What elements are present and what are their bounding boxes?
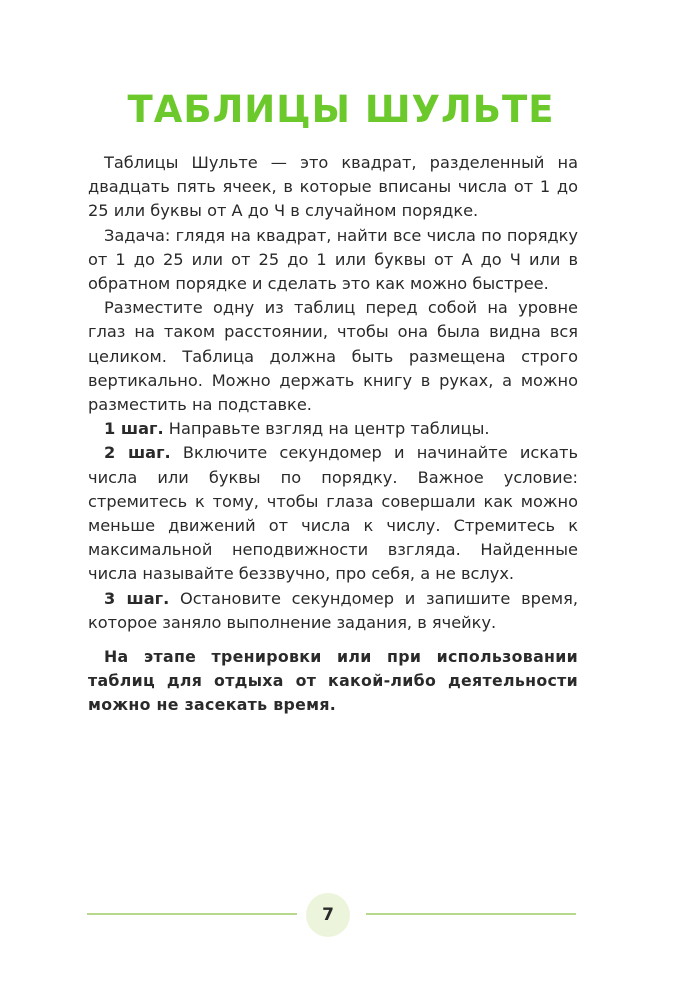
page-number-badge: 7 (306, 893, 350, 937)
page-title: ТАБЛИЦЫ ШУЛЬТЕ (127, 88, 555, 131)
footer-rule-left (87, 913, 297, 915)
paragraph-task: Задача: глядя на квадрат, найти все числа по порядку от 1 до 25 или от 25 до 1 или буквы от А до Ч или в обратном порядке и сделать это как можно быстрее. (88, 225, 578, 294)
paragraph-intro: Таблицы Шульте — это квадрат, разделенный на двадцать пять ячеек, в которые вписаны числа от 1 до 25 или буквы от А до Ч в случайном порядке. (88, 153, 578, 221)
footer-rule-right (366, 913, 576, 915)
step-1 (88, 417, 578, 441)
step-3-text: Остановите секундомер и запишите время, которое заняло выполнение задания, в ячейку. (88, 588, 578, 632)
paragraph-placement: Разместите одну из таблиц перед собой на уровне глаз на таком расстоянии, чтобы она была видна вся целиком. Таблица должна быть размещена строго вертикально. Можно держать книгу в руках, а можно разместить на подставке. (88, 298, 578, 415)
step-3 (88, 587, 578, 635)
body-text (88, 151, 578, 718)
step-2-text: Включите секундомер и начинайте искать числа или буквы по порядку. Важное условие: стремитесь к тому, чтобы глаза совершали как можно меньше движений от числа к числу. Стремитесь к максимальной неподвижности взгляда. Найденные числа называйте беззвучно, про себя, а не вслух. (88, 443, 578, 584)
step-3-label: 3 шаг. (104, 588, 170, 608)
step-2 (88, 441, 578, 586)
step-2-label: 2 шаг. (104, 443, 171, 463)
step-1-text: Направьте взгляд на центр таблицы. (163, 419, 490, 439)
bold-note: На этапе тренировки или при использовании таблиц для отдыха от какой-либо деятельности можно не засекать время. (88, 647, 578, 715)
step-1-label: 1 шаг. (104, 419, 164, 439)
